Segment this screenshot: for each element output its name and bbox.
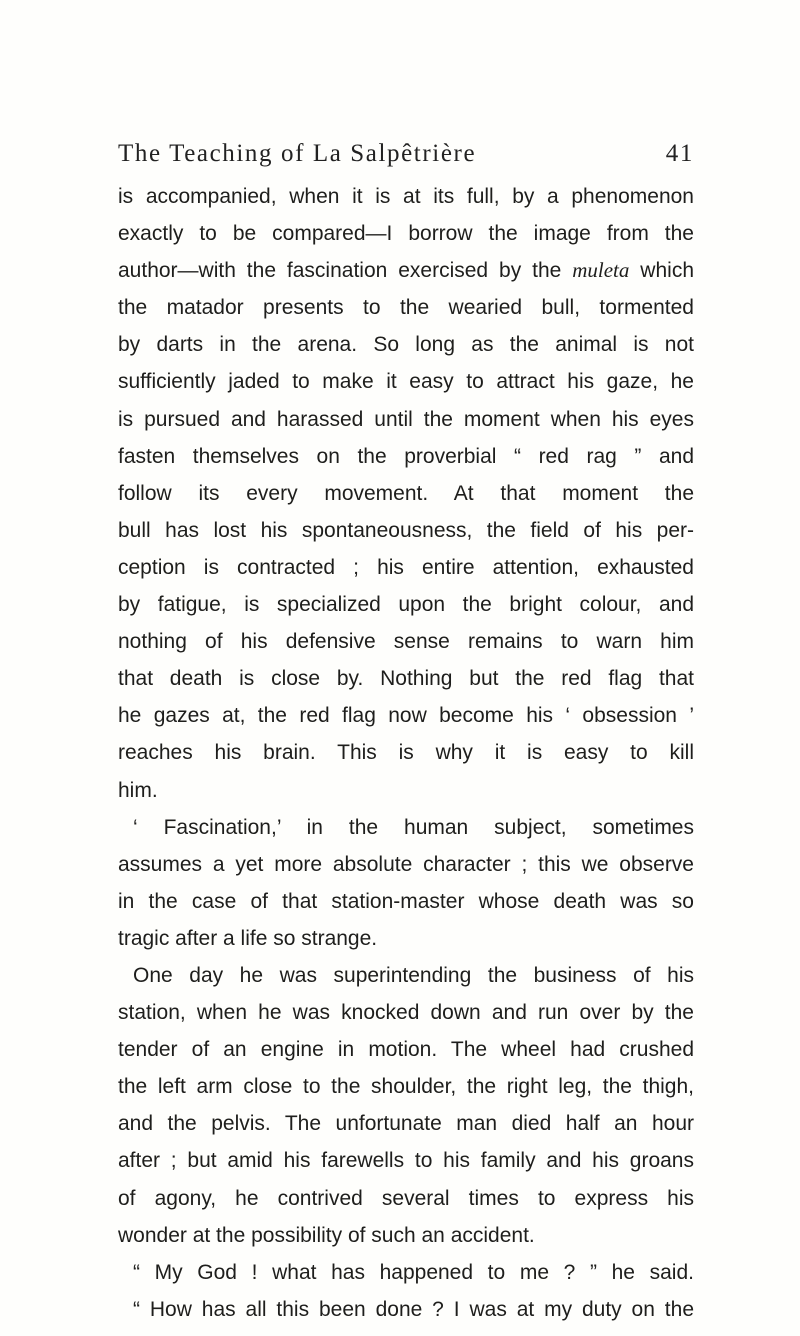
running-header (118, 140, 694, 174)
text-line: is accompanied, when it is at its full, by a phenomenon (118, 185, 694, 208)
text-line: and the pelvis. The unfortunate man died half an hour (118, 1112, 694, 1136)
text-line: One day he was superintending the business of his (133, 963, 694, 987)
text-line: the left arm close to the shoulder, the right leg, the thigh, (118, 1075, 694, 1099)
text-line: by fatigue, is specialized upon the bright colour, and (118, 593, 694, 617)
text-line: that death is close by. Nothing but the red flag that (118, 667, 694, 691)
text-line: nothing of his defensive sense remains to warn him (118, 630, 694, 654)
text-line: ‘ Fascination,’ in the human subject, sometimes (133, 815, 694, 839)
text-line: “ My God ! what has happened to me ? ” he said. (133, 1260, 694, 1284)
text-line: after ; but amid his farewells to his family and his groans (118, 1149, 694, 1173)
text-line: author—with the fascination exercised by the muleta which (118, 258, 694, 283)
page-number: 41 (665, 140, 694, 167)
text-line: “ How has all this been done ? I was at my duty on the (133, 1297, 694, 1321)
italic-term: muleta (572, 258, 630, 283)
text-line: sufficiently jaded to make it easy to attract his gaze, he (118, 370, 694, 394)
text-line: station, when he was knocked down and run over by the (118, 1001, 694, 1025)
text-line: is pursued and harassed until the moment when his eyes (118, 407, 694, 431)
text-line: fasten themselves on the proverbial “ red rag ” and (118, 444, 694, 468)
text-line: the matador presents to the wearied bull, tormented (118, 296, 694, 320)
body-text (118, 178, 694, 1328)
text-line: him. (118, 778, 158, 802)
text-line: tragic after a life so strange. (118, 926, 378, 950)
text-line: follow its every movement. At that moment the (118, 481, 694, 505)
text-line: he gazes at, the red flag now become his ‘ obsession ’ (118, 704, 694, 728)
text-line: assumes a yet more absolute character ; this we observe (118, 852, 694, 876)
text-line: in the case of that station-master whose death was so (118, 889, 694, 913)
running-title: The Teaching of La Salpêtrière (118, 140, 477, 167)
text-line: wonder at the possibility of such an accident. (118, 1223, 535, 1247)
text-line: bull has lost his spontaneousness, the field of his per- (118, 518, 694, 542)
text-line: exactly to be compared—I borrow the image from the (118, 222, 694, 246)
text-line: of agony, he contrived several times to express his (118, 1186, 694, 1210)
text-line: by darts in the arena. So long as the animal is not (118, 333, 694, 357)
text-line: ception is contracted ; his entire attention, exhausted (118, 555, 694, 579)
text-line: reaches his brain. This is why it is easy to kill (118, 741, 694, 765)
text-line: tender of an engine in motion. The wheel had crushed (118, 1038, 694, 1062)
